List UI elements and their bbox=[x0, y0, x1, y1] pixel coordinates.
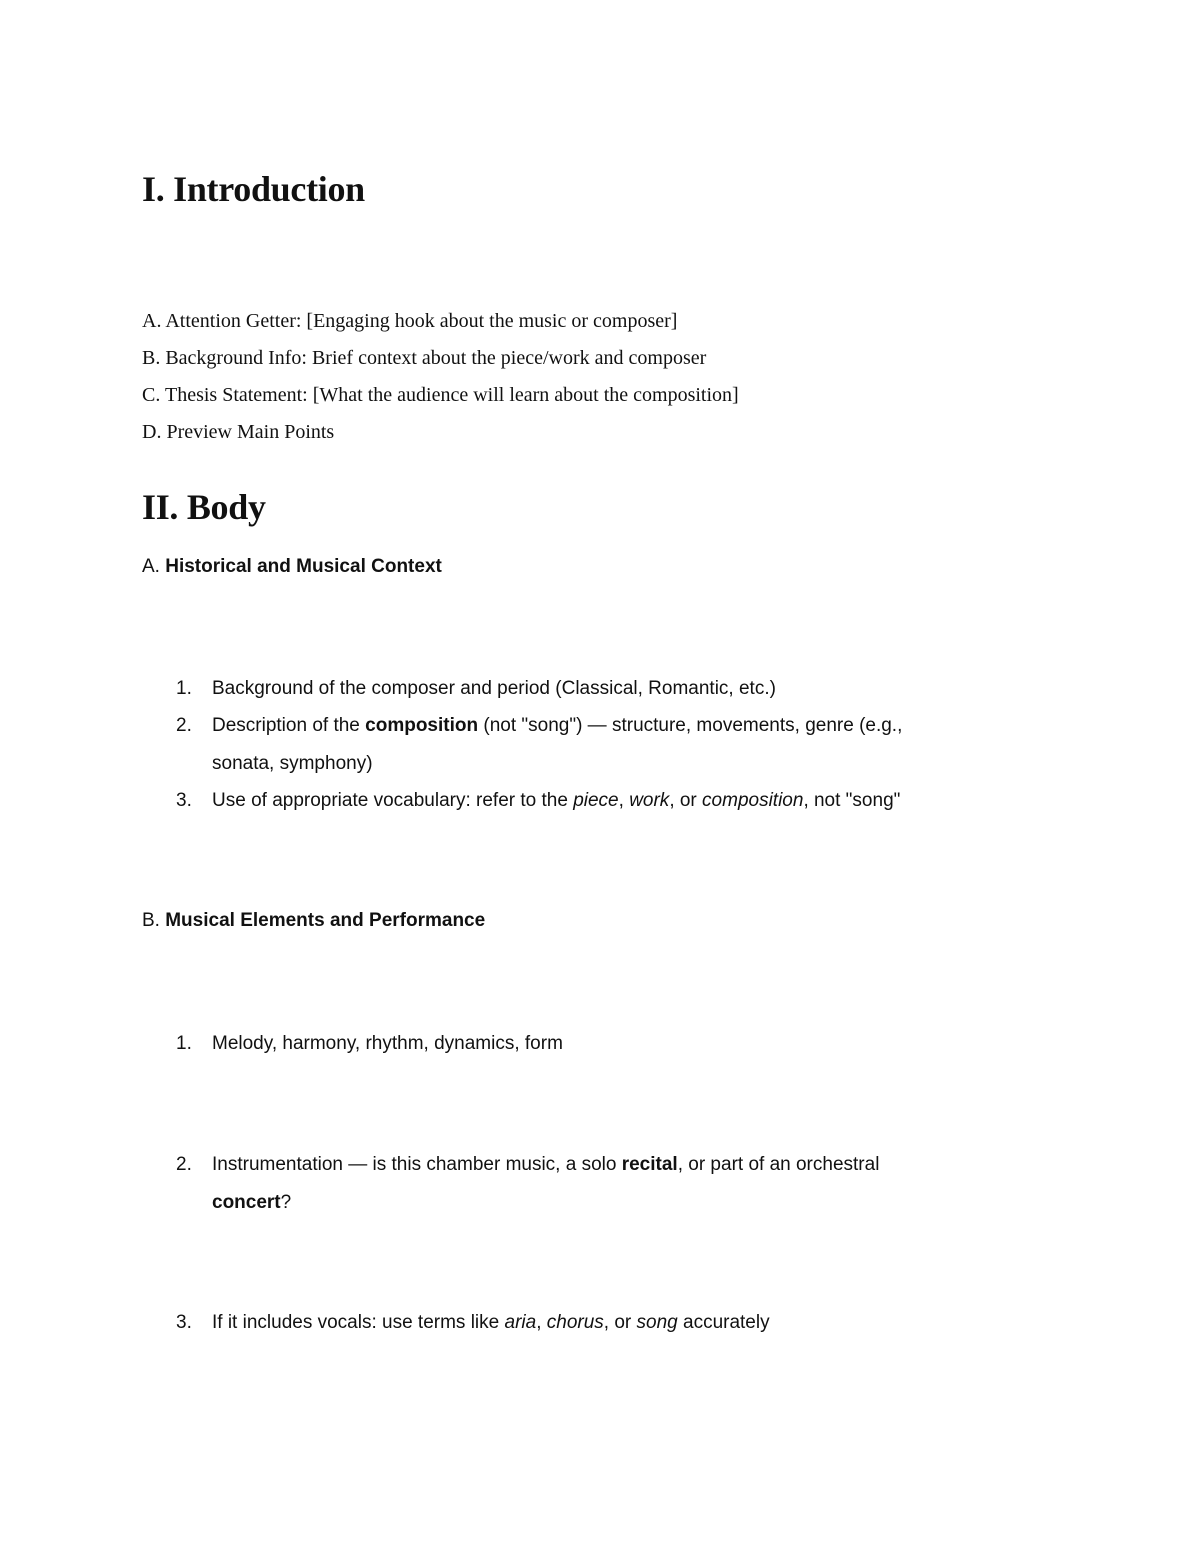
bold-term: concert bbox=[212, 1192, 281, 1213]
list-number: 1. bbox=[176, 1033, 192, 1054]
text-run: , or bbox=[603, 1312, 637, 1333]
list-text bbox=[212, 1304, 1012, 1342]
body-heading: II. Body bbox=[142, 487, 266, 527]
text-run: ? bbox=[280, 1192, 292, 1213]
text-run: , or bbox=[669, 790, 703, 811]
list-text: Background of the composer and period (Classical, Romantic, etc.) bbox=[212, 678, 776, 699]
italic-term: composition bbox=[702, 790, 804, 811]
text-run: Use of appropriate vocabulary: refer to the bbox=[212, 790, 574, 811]
text-run: , bbox=[536, 1312, 547, 1333]
list-number: 2. bbox=[176, 1154, 192, 1175]
text-run: If it includes vocals: use terms like bbox=[212, 1312, 505, 1333]
list-text bbox=[212, 782, 1012, 820]
text-run: , not "song" bbox=[803, 790, 901, 811]
list-text bbox=[212, 1146, 1012, 1222]
intro-line-background-info: B. Background Info: Brief context about the piece/work and composer bbox=[142, 347, 707, 369]
intro-line-attention-getter: A. Attention Getter: [Engaging hook about the music or composer] bbox=[142, 310, 678, 332]
italic-term: piece bbox=[573, 790, 619, 811]
italic-term: song bbox=[636, 1312, 678, 1333]
introduction-heading: I. Introduction bbox=[142, 169, 365, 209]
italic-term: chorus bbox=[546, 1312, 604, 1333]
list-text bbox=[212, 707, 1012, 783]
section-b-title: Musical Elements and Performance bbox=[165, 910, 486, 931]
list-number: 2. bbox=[176, 715, 192, 736]
text-run: Description of the bbox=[212, 715, 366, 736]
list-text: Melody, harmony, rhythm, dynamics, form bbox=[212, 1033, 563, 1054]
list-number: 3. bbox=[176, 1312, 192, 1333]
text-run: , bbox=[618, 790, 630, 811]
text-run: , or part of an orchestral bbox=[677, 1154, 880, 1175]
text-run: accurately bbox=[677, 1312, 770, 1333]
section-a-letter: A. bbox=[142, 556, 160, 577]
bold-term: recital bbox=[621, 1154, 678, 1175]
section-b-heading bbox=[142, 910, 485, 932]
section-b-letter: B. bbox=[142, 910, 160, 931]
text-run: sonata, symphony) bbox=[212, 753, 373, 774]
intro-line-preview-points: D. Preview Main Points bbox=[142, 421, 335, 443]
text-run: (not "song") — structure, movements, genre (e.g., bbox=[478, 715, 903, 736]
italic-term: aria bbox=[504, 1312, 537, 1333]
intro-line-thesis-statement: C. Thesis Statement: [What the audience will learn about the composition] bbox=[142, 384, 739, 406]
section-a-heading bbox=[142, 556, 442, 578]
section-a-title: Historical and Musical Context bbox=[165, 556, 442, 577]
text-run: Instrumentation — is this chamber music, a solo bbox=[212, 1154, 622, 1175]
bold-term: composition bbox=[365, 715, 479, 736]
list-number: 3. bbox=[176, 790, 192, 811]
list-number: 1. bbox=[176, 678, 192, 699]
italic-term: work bbox=[629, 790, 670, 811]
